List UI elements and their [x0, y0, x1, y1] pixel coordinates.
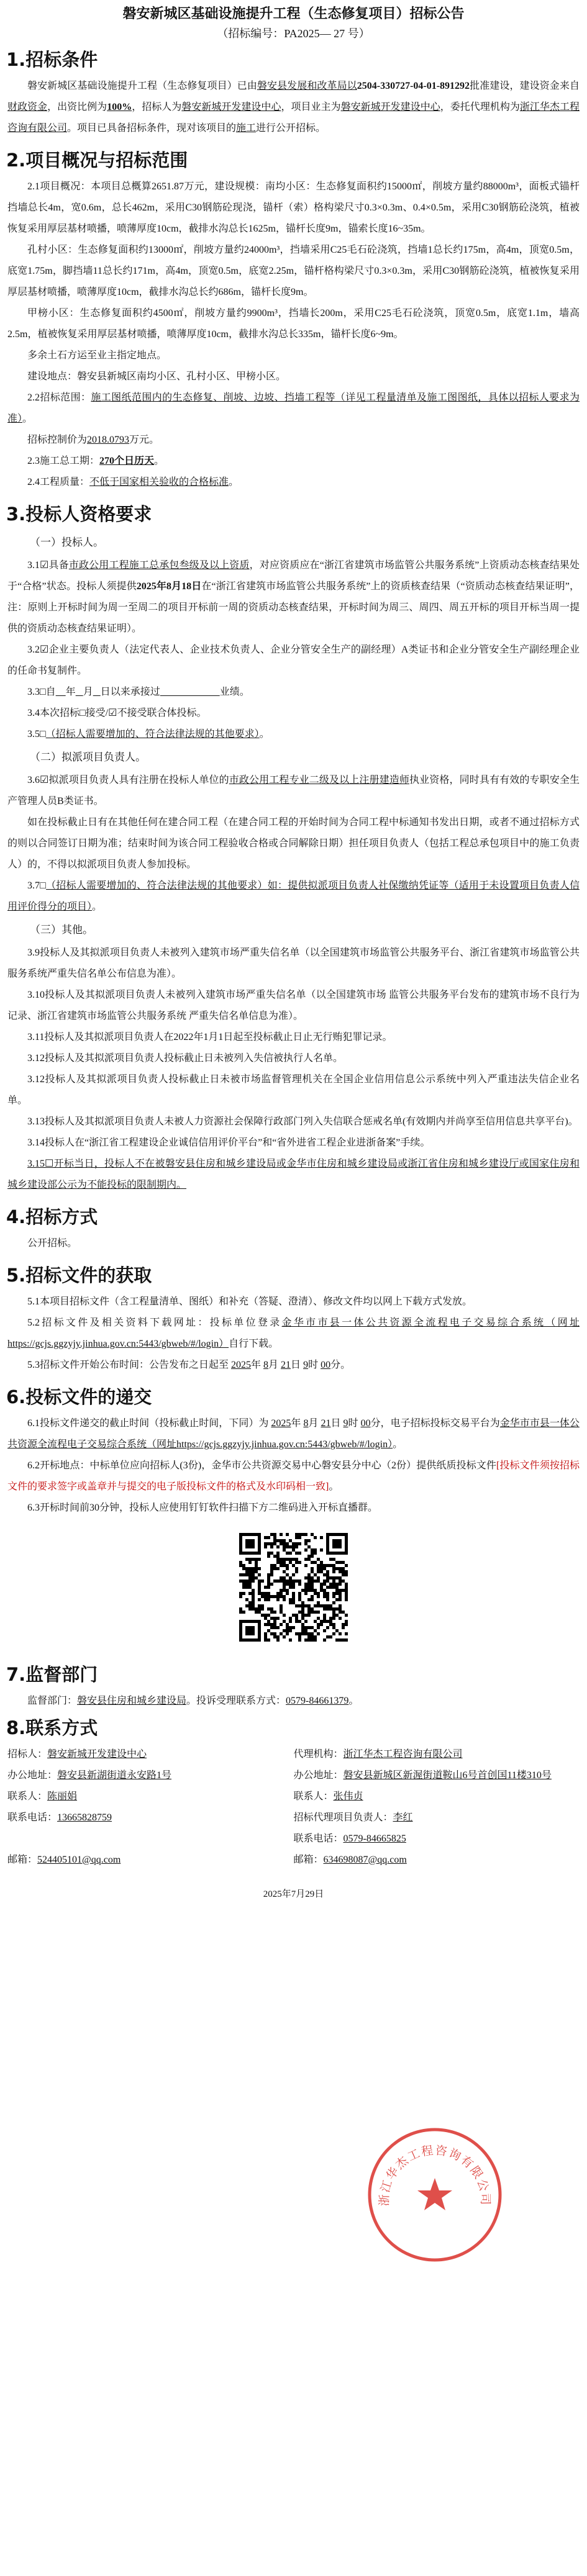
- submit-day: 21: [321, 1418, 331, 1429]
- text-fragment: 5.3招标文件开始公布时间：公告发布之日起至: [27, 1360, 229, 1370]
- req-3-15: 3.15☐开标当日，投标人不在被磐安县住房和城乡建设局或金华市住房和城乡建设局或浙江省住房和城乡建设厅或国家住房和城乡建设部公示为不能投标的限制期内。: [7, 1159, 580, 1190]
- text-fragment: 时: [348, 1418, 358, 1429]
- text-fragment: 2.2招标范围：: [27, 392, 91, 403]
- contact-cell: [294, 1744, 580, 1765]
- stamp-text: 浙江华杰工程咨询有限公司: [377, 2143, 493, 2207]
- submit-minute: 00: [360, 1418, 371, 1429]
- tender-code: [0, 24, 587, 43]
- construction-location: 建设地点：磐安县新城区南均小区、孔村小区、甲榜小区。: [27, 371, 286, 382]
- page-title: 磐安新城区基础设施提升工程（生态修复项目）招标公告: [122, 6, 465, 21]
- text-fragment: 分。: [330, 1360, 351, 1370]
- text-fragment: 2.4工程质量：: [27, 477, 90, 487]
- req-3-2: 3.2☑企业主要负责人（法定代表人、企业技术负责人、企业分管安全生产的副经理）A类证书和企业分管安全生产副经理企业的任命书复制件。: [7, 644, 580, 676]
- text-fragment: 年: [291, 1418, 301, 1429]
- contact-email[interactable]: 524405101@qq.com: [37, 1855, 121, 1865]
- contact-value: 磐安新城开发建设中心: [47, 1749, 147, 1760]
- req-3-14: 3.14投标人在“浙江省工程建设企业诚信信用评价平台”和“省外进省工程企业进浙备案”手续。: [27, 1137, 430, 1148]
- text-fragment: 执业资格，同时具有有效的专职安全生产管理人员B类证书。: [7, 775, 580, 807]
- lead-qualification: 市政公用工程专业二级及以上注册建造师: [229, 775, 409, 785]
- contact-label: 联系电话：: [7, 1812, 58, 1823]
- contact-table: [0, 1744, 587, 1871]
- contact-label: 邮箱：: [293, 1855, 324, 1865]
- contact-label: 邮箱：: [7, 1855, 38, 1865]
- req-3-12: 3.12投标人及其拟派项目负责人投标截止日未被列入失信被执行人名单。: [27, 1053, 344, 1064]
- contact-label: 联系电话：: [293, 1833, 344, 1844]
- platform-link[interactable]: 金华市市县一体公共资源全流程电子交易综合系统（网址https://gcjs.ggzyjy.jinhua.gov.cn:5443/gbweb/#/login）: [7, 1418, 580, 1450]
- project-owner: 磐安新城开发建设中心: [340, 102, 440, 112]
- quality-requirement: [0, 472, 587, 493]
- submit-6-1: [0, 1413, 587, 1455]
- text-fragment: 日: [291, 1360, 301, 1370]
- overview-paragraph-3: 甲榜小区：生态修复面积约4500㎡，削坡方量约9900m³，挡墙长200m，采用C25毛石砼浇筑，顶宽0.5m，底宽1.1m，墙高2.5m，植被恢复采用厚层基材喷播，喷薄厚度10cm，截排水沟总长335m，锚杆长度6~9m。: [7, 308, 580, 340]
- section-heading-1: 1.招标条件: [6, 49, 98, 70]
- text-fragment: ，项目业主为: [281, 102, 341, 112]
- contact-value: 磐安县新湖街道永安路1号: [57, 1770, 172, 1781]
- contact-cell: [7, 1807, 294, 1828]
- contact-cell: [7, 1744, 294, 1765]
- overview-paragraph-2: 孔村小区：生态修复面积约13000㎡，削坡方量约24000m³，挡墙采用C25毛石砼浇筑，挡墙1总长约175m，高4m，顶宽0.5m，底宽1.75m，脚挡墙11总长约171m，高4m，顶宽0.5m，底宽2.25m，锚杆格构梁尺寸0.3×0.3m，采用C30钢筋砼浇筑，植被恢复采用厚层基材喷播，喷薄厚度10cm，截排水沟总长约686m，锚杆长度9m。: [7, 245, 580, 297]
- text-fragment: 3.6☑拟派项目负责人具有注册在投标人单位的: [27, 775, 229, 785]
- agency: 浙江华杰工程咨询有限公司: [7, 102, 580, 133]
- deadline-minute: 00: [321, 1360, 331, 1370]
- text-fragment: 2.3施工总工期：: [27, 456, 100, 466]
- text-fragment: 万元。: [129, 435, 160, 445]
- contact-label: 联系人：: [7, 1791, 48, 1802]
- contact-row: [7, 1807, 580, 1828]
- contact-row: [7, 1765, 580, 1786]
- contact-label: 联系人：: [293, 1791, 334, 1802]
- qr-code-image: [236, 1530, 351, 1645]
- text-fragment: ，对应资质应在“浙江省建筑市场监管公共服务系统”上资质动态核查结果处于“合格”状态。投标人须提供: [7, 560, 580, 592]
- text-fragment: 进行公开招标。: [256, 123, 326, 133]
- text-fragment: 。: [329, 1481, 339, 1492]
- contact-cell: [294, 1807, 580, 1828]
- section-heading-5: 5.招标文件的获取: [6, 1265, 152, 1286]
- req-3-7: [0, 875, 587, 918]
- social-insurance-note: 如：提供拟派项目负责人社保缴纳凭证等（适用于未设置项目负责人信用评价得分的项目）: [7, 880, 580, 912]
- text-fragment: 。: [92, 902, 102, 912]
- text-fragment: 3.3□自: [27, 687, 56, 697]
- req-3-11: 3.11投标人及其拟派项目负责人在2022年1月1日起至投标截止日止无行贿犯罪记录。: [27, 1032, 393, 1042]
- contact-value: 磐安县新城区新渥街道鞍山6号首创国11楼310号: [343, 1770, 552, 1781]
- contact-value: 0579-84665825: [343, 1833, 406, 1844]
- publish-date: 2025年7月29日: [263, 1889, 324, 1899]
- req-3-12b: 3.12投标人及其拟派项目负责人投标截止日未被市场监督管理机关在全国企业信用信息公示系统中列入严重违法失信企业名单。: [7, 1074, 580, 1106]
- text-fragment: 批准建设，建设资金来自: [470, 81, 580, 91]
- text-fragment: 月: [83, 687, 93, 697]
- req-3-5: [0, 724, 587, 745]
- text-fragment: 。: [229, 477, 239, 487]
- text-fragment: 3.7□: [27, 880, 47, 891]
- tenderer: 磐安新城开发建设中心: [181, 102, 281, 112]
- contact-label: 办公地址：: [293, 1770, 344, 1781]
- text-fragment: 。: [348, 1696, 359, 1706]
- approver: 磐安县发展和改革局以: [257, 81, 357, 91]
- req-3-13: 3.13投标人及其拟派项目负责人未被人力资源社会保障行政部门列入失信联合惩戒名单(有效期内并尚享至信用信息共享平台)。: [27, 1116, 578, 1127]
- text-fragment: 业绩。: [219, 687, 250, 697]
- submit-6-2: [0, 1455, 587, 1498]
- section-heading-2: 2.项目概况与招标范围: [6, 150, 188, 171]
- submit-hour: 9: [343, 1418, 348, 1429]
- tender-method: 公开招标。: [27, 1238, 78, 1249]
- scope-text: 施工图纸范围内的生态修复、削坡、边坡、挡墙工程等（详见工程量清单及施工图图纸，具体以招标人要求为准）: [7, 392, 580, 424]
- text-fragment: 年: [65, 687, 76, 697]
- contact-cell: [7, 1828, 294, 1850]
- contact-cell: [7, 1786, 294, 1807]
- text-fragment: 。: [393, 1439, 403, 1450]
- download-site-link[interactable]: 金华市市县一体公共资源全流程电子交易综合系统（网址https://gcjs.ggzyjy.jinhua.gov.cn:5443/gbweb/#/login）: [7, 1317, 580, 1349]
- req-3-4: 3.4本次招标□接受/☑不接受联合体投标。: [27, 708, 207, 718]
- text-fragment: 。项目已具备招标条件，现对该项目的: [67, 123, 237, 133]
- period-value: 270个日历天: [99, 456, 155, 466]
- tender-code-prefix: （招标编号：: [217, 27, 284, 40]
- req-3-6: [0, 770, 587, 812]
- text-fragment: 3.5□: [27, 729, 46, 739]
- text-fragment: 在“浙江省建筑市场监管公共服务系统”上的资质核查结果（“资质动态核查结果证明”，注：原则上开标时间为周一至周二的项目开标前一周的资质动态核查结果，开标时间为周三、周四、周五开标的项目开标当周一提供的资质动态核查结果证明）。: [7, 581, 580, 634]
- contact-label: 代理机构：: [293, 1749, 344, 1760]
- req-3-1: [0, 555, 587, 639]
- contact-label: 招标人：: [7, 1749, 48, 1760]
- tender-conditions-paragraph: [0, 76, 587, 139]
- deadline-day: 21: [281, 1360, 291, 1370]
- section-heading-8: 8.联系方式: [6, 1717, 98, 1738]
- submit-month: 8: [303, 1418, 309, 1429]
- contact-cell: [7, 1850, 294, 1871]
- text-fragment: 年: [251, 1360, 262, 1370]
- contact-row: [7, 1744, 580, 1765]
- fund-ratio: 100%: [107, 102, 132, 112]
- section-heading-7: 7.监督部门: [6, 1664, 98, 1685]
- doc-5-2: [0, 1313, 587, 1355]
- text-fragment: 3.1☑具备: [27, 560, 69, 571]
- deadline-year: 2025: [231, 1360, 252, 1370]
- contact-row: [7, 1828, 580, 1850]
- contact-value: 13665828759: [57, 1812, 112, 1823]
- req-3-9: 3.9投标人及其拟派项目负责人未被列入建筑市场严重失信名单（以全国建筑市场监管公共服务平台、浙江省建筑市场监管公共服务系统严重失信名单公布信息为准）。: [7, 947, 580, 979]
- req-3-6-note: 如在投标截止日有在其他任何在建合同工程（在建合同工程的开始时间为合同工程中标通知书发出日期，或者不通过招标方式的则以合同签订日期为准；结束时间为该合同工程验收合格或合同解除日期）担任项目负责人（包括工程总承包项目中的施工负责人）的，不得以拟派项目负责人参加投标。: [7, 817, 580, 870]
- fund-source: 财政资金: [7, 102, 48, 112]
- tender-scope: [0, 387, 587, 430]
- text-fragment: 。: [154, 456, 165, 466]
- qualification-level: 市政公用工程施工总承包叁级及以上资质: [68, 560, 250, 571]
- section-heading-4: 4.招标方式: [6, 1206, 98, 1227]
- contact-cell: [294, 1850, 580, 1871]
- tender-code-value: PA2025— 27 号: [284, 27, 359, 40]
- text-fragment: 磐安新城区基础设施提升工程（生态修复项目）已由: [27, 81, 257, 91]
- contact-value: 张伟贞: [333, 1791, 363, 1802]
- control-price: [0, 430, 587, 451]
- subheading-bidder: （一）投标人。: [30, 536, 104, 548]
- contact-value: 陈丽娟: [47, 1791, 78, 1802]
- supervision-phone: 0579-84661379: [286, 1696, 349, 1706]
- paper-format-note: [投标文件须按招标文件的要求签字或盖章并与提交的电子版投标文件的格式及水印码相一致]: [7, 1460, 580, 1492]
- construction-period: [0, 451, 587, 472]
- supervision-paragraph: [0, 1691, 587, 1712]
- text-fragment: 分，电子招标投标交易平台为: [370, 1418, 500, 1429]
- check-date: 2025年8月18日: [136, 581, 202, 592]
- overview-paragraph-4: 多余土石方运至业主指定地点。: [27, 350, 167, 361]
- other-requirement: （招标人需要增加的、符合法律法规的其他要求）: [46, 880, 268, 891]
- text-fragment: 6.1投标文件递交的截止时间（投标截止时间，下同）为: [27, 1418, 269, 1429]
- contact-value: 李红: [393, 1812, 413, 1823]
- doc-5-1: 5.1本项目招标文件（含工程量清单、图纸）和补充（答疑、澄清）、修改文件均以网上下载方式发放。: [27, 1296, 473, 1307]
- contact-value: 浙江华杰工程咨询有限公司: [343, 1749, 463, 1760]
- contact-cell: [294, 1828, 580, 1850]
- contact-email[interactable]: 634698087@qq.com: [323, 1855, 407, 1865]
- section-heading-3: 3.投标人资格要求: [6, 504, 152, 525]
- quality-value: 不低于国家相关验收的合格标准: [89, 477, 229, 487]
- supervision-dept: 磐安县住房和城乡建设局: [77, 1696, 187, 1706]
- other-requirement: （招标人需要增加的、符合法律法规的其他要求）: [45, 729, 260, 739]
- overview-paragraph-1: 2.1项目概况：本项目总概算2651.87万元，建设规模：南均小区：生态修复面积约15000㎡，削坡方量约88000m³，面板式锚杆挡墙总长4m，宽0.6m，总长462m，采用C30钢筋砼现浇，锚杆（索）格构梁尺寸0.3×0.3m、0.4×0.5m，采用C30钢筋砼浇筑，植被恢复采用厚层基材喷播，喷薄厚度10cm，截排水沟总长1625m，锚杆长度9m，锚索长度16~35m。: [7, 181, 580, 234]
- text-fragment: 时: [308, 1360, 319, 1370]
- contact-cell: [294, 1786, 580, 1807]
- text-fragment: 。: [22, 414, 33, 424]
- contact-cell: [7, 1765, 294, 1786]
- deadline-hour: 9: [303, 1360, 309, 1370]
- text-fragment: 。投诉受理联系方式：: [186, 1696, 286, 1706]
- contact-cell: [294, 1765, 580, 1786]
- qr-code[interactable]: [236, 1530, 351, 1645]
- text-fragment: 月: [268, 1360, 279, 1370]
- text-fragment: 监督部门：: [27, 1696, 78, 1706]
- section-heading-6: 6.投标文件的递交: [6, 1386, 152, 1408]
- text-fragment: 日: [330, 1418, 341, 1429]
- control-price-value: 2018.0793: [87, 435, 130, 445]
- submit-6-3: 6.3开标时间前30分钟，投标人应使用钉钉软件扫描下方二维码进入开标直播群。: [27, 1503, 378, 1513]
- contact-row: [7, 1850, 580, 1871]
- scope-word: 施工: [236, 123, 257, 133]
- text-fragment: ，招标人为: [132, 102, 182, 112]
- contact-label: 办公地址：: [7, 1770, 58, 1781]
- text-fragment: ，委托代理机构为: [440, 102, 520, 112]
- contact-row: [7, 1786, 580, 1807]
- company-seal-stamp: [363, 2123, 506, 2266]
- stamp-star-icon: [417, 2178, 452, 2210]
- contact-label: 招标代理项目负责人：: [293, 1812, 393, 1823]
- text-fragment: 日以来承接过: [100, 687, 160, 697]
- req-3-3: [0, 682, 587, 703]
- text-fragment: 月: [308, 1418, 319, 1429]
- req-3-10: 3.10投标人及其拟派项目负责人未被列入建筑市场严重失信名单（以全国建筑市场 监管公共服务平台发布的建筑市场不良行为记录、浙江省建筑市场监管公共服务系统 严重失信名单信息为准）。: [7, 990, 580, 1021]
- subheading-other: （三）其他。: [30, 924, 93, 936]
- doc-5-3: [0, 1355, 587, 1376]
- text-fragment: ，出资比例为: [47, 102, 107, 112]
- text-fragment: 5.2招标文件及相关资料下载网址：投标单位登录: [27, 1317, 282, 1328]
- text-fragment: 。: [259, 729, 270, 739]
- deadline-month: 8: [263, 1360, 269, 1370]
- approval-number: 2504-330727-04-01-891292: [357, 81, 470, 91]
- text-fragment: 自行下载。: [229, 1339, 279, 1349]
- submit-year: 2025: [271, 1418, 291, 1429]
- text-fragment: 6.2开标地点：中标单位应向招标人(3份)，金华市公共资源交易中心磐安县分中心（2份）提供纸质投标文件: [27, 1460, 496, 1471]
- subheading-project-lead: （二）拟派项目负责人。: [30, 751, 146, 763]
- text-fragment: 招标控制价为: [27, 435, 88, 445]
- tender-code-suffix: ）: [358, 27, 370, 40]
